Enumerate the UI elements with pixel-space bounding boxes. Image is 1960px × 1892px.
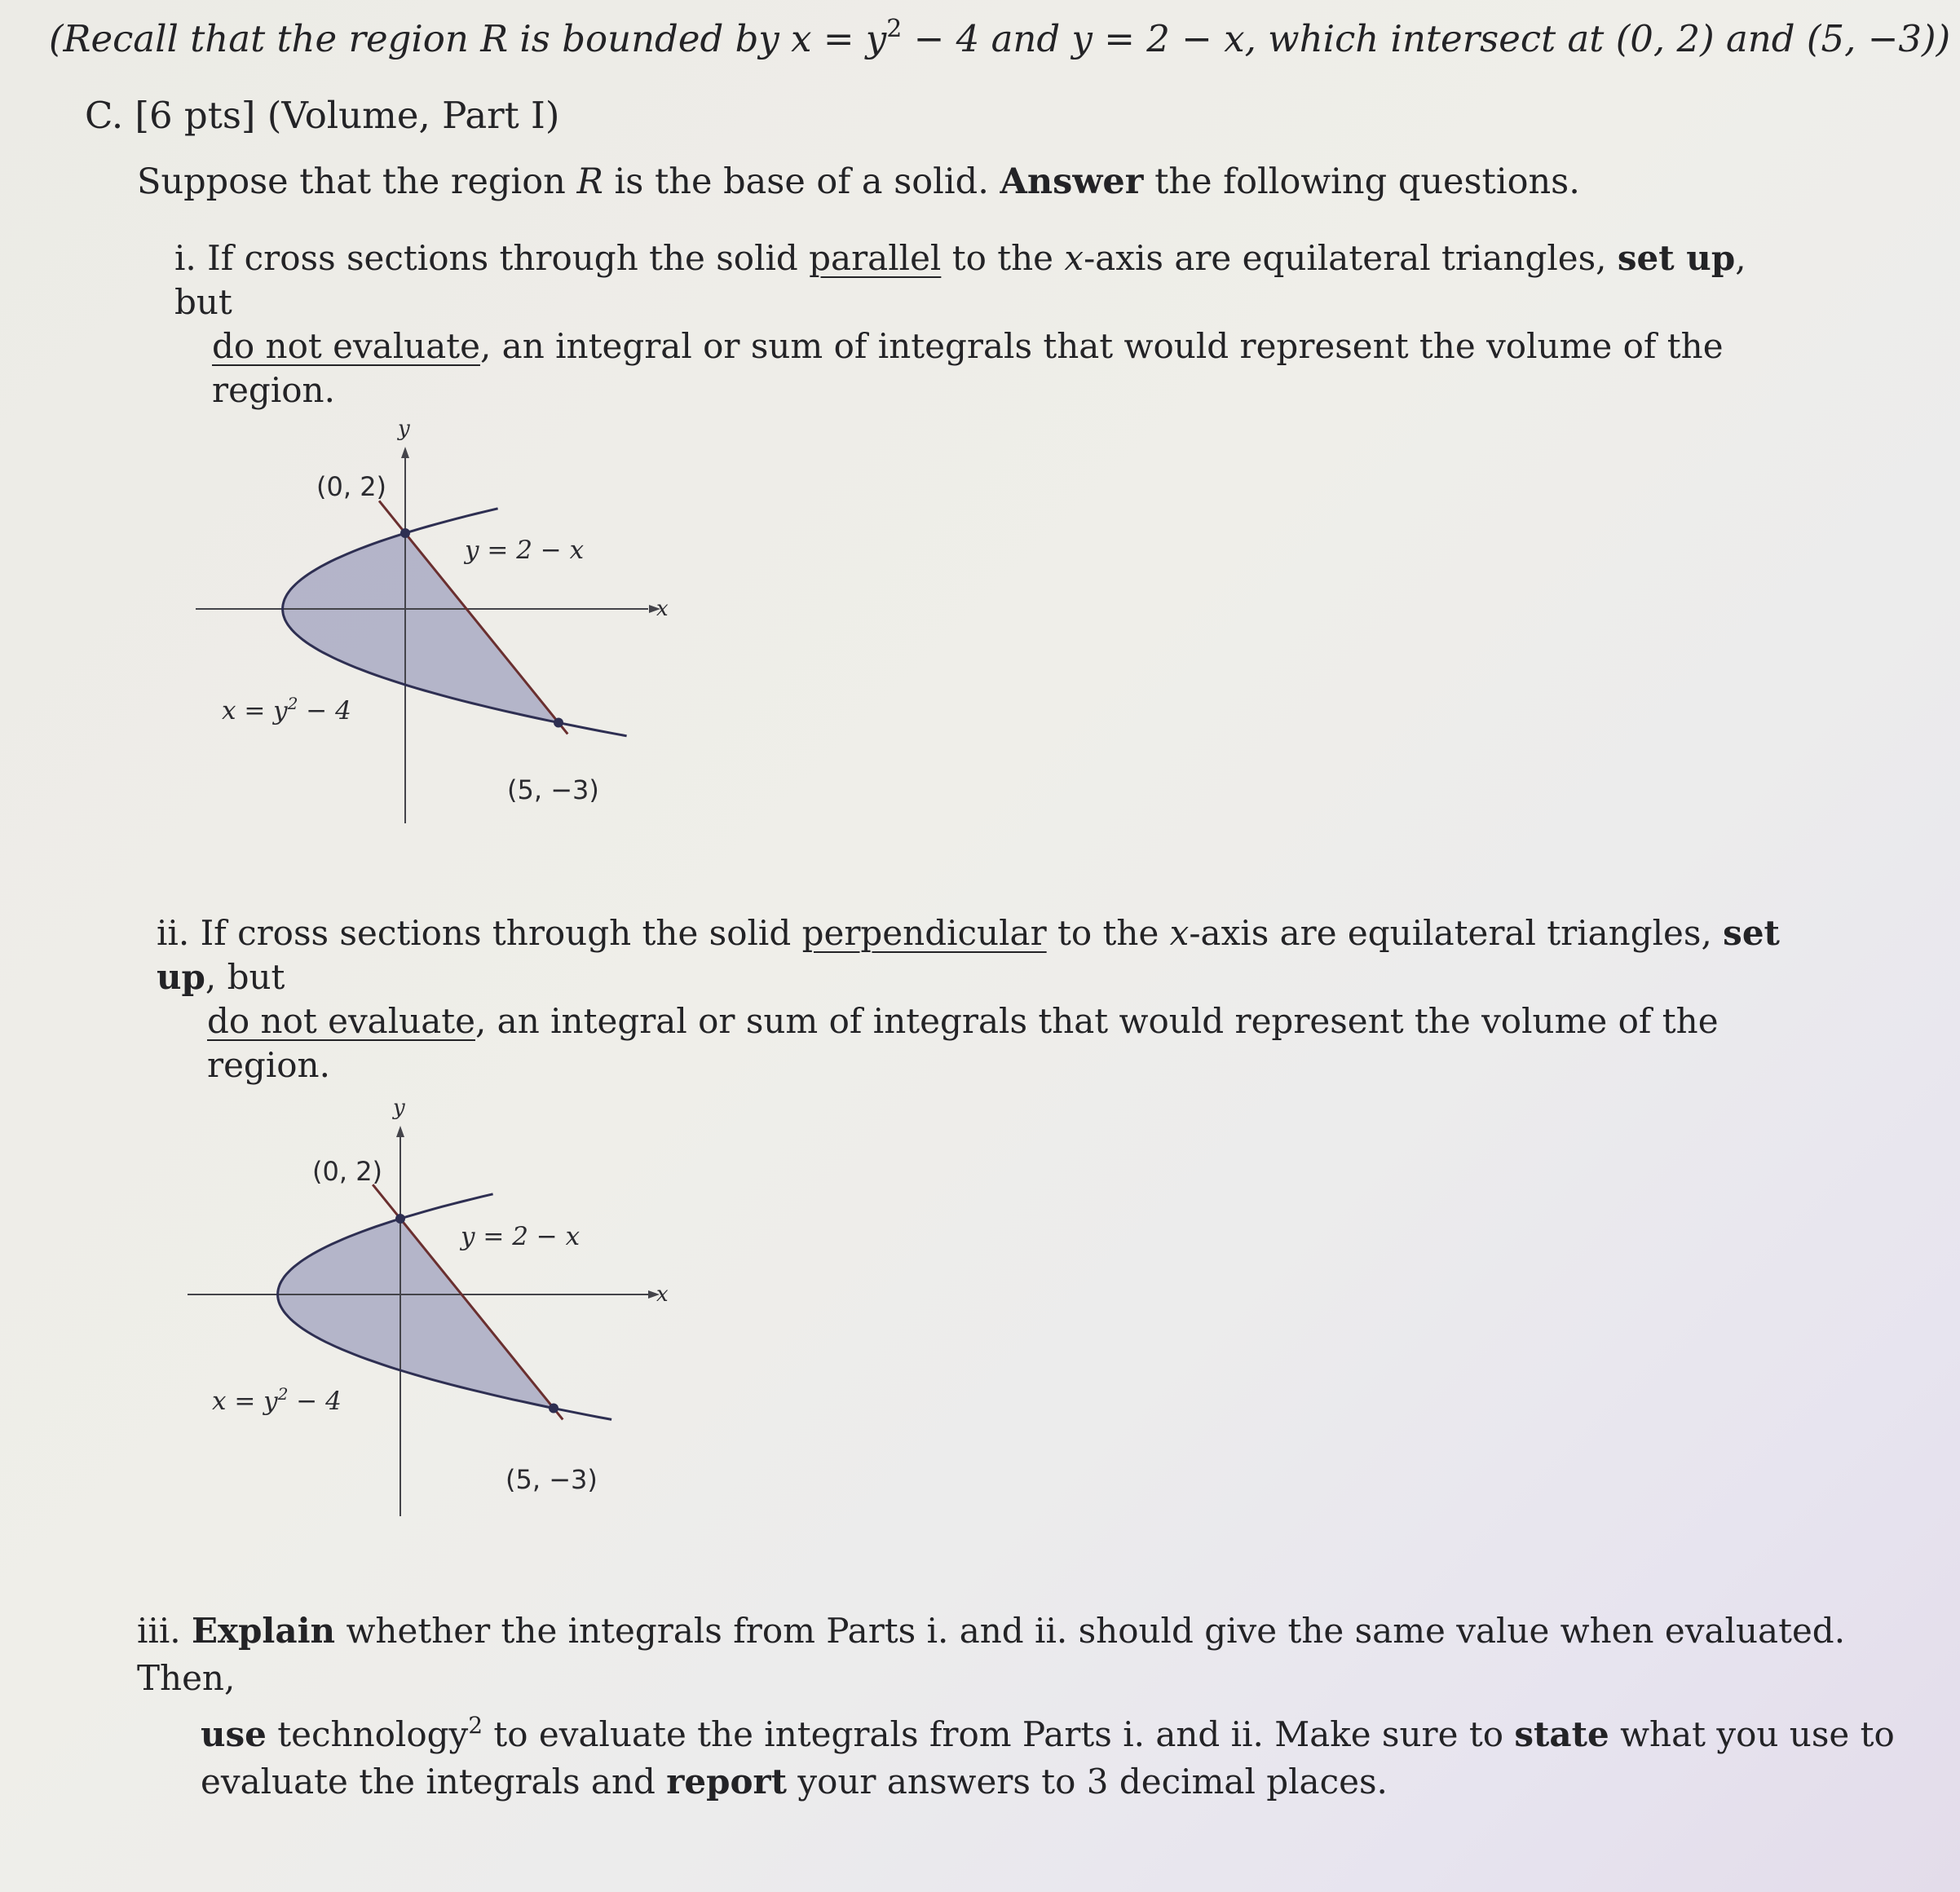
region-graph-2 bbox=[175, 1096, 681, 1524]
y-axis-label: y bbox=[393, 1096, 405, 1120]
point-top bbox=[400, 528, 410, 538]
point-bottom bbox=[549, 1404, 558, 1413]
parabola-label: $x = y^2 - 4$ bbox=[212, 1384, 342, 1416]
region-graph-1 bbox=[179, 416, 685, 831]
y-axis-label: y bbox=[398, 417, 410, 441]
point-top bbox=[395, 1214, 405, 1224]
y-axis-arrow bbox=[396, 1126, 404, 1137]
section-heading: C. [6 pts] (Volume, Part I) bbox=[85, 94, 560, 137]
line-label: y = 2 − x bbox=[465, 536, 585, 565]
line-label: y = 2 − x bbox=[461, 1222, 580, 1251]
x-axis-label: x bbox=[656, 1282, 669, 1307]
intro-text: Suppose that the region R is the base of a solid. Answer the following questions. bbox=[137, 161, 1580, 202]
point-top-label: (0, 2) bbox=[316, 471, 387, 502]
recall-note: (Recall that the region R is bounded by $x = y^2 - 4$ and y = 2 − x, which intersect at (0, 2) and (5, −3)) bbox=[49, 15, 1951, 60]
point-bottom-label: (5, −3) bbox=[505, 1464, 598, 1495]
point-top-label: (0, 2) bbox=[312, 1156, 383, 1187]
question-iii: iii. Explain whether the integrals from Parts i. and ii. should give the same value when evaluated. Then, use technology$^2$ to evaluate the integrals from Parts i. and ii. Make sure to state what you use to evaluate the integrals and report your answers to 3 decimal places. bbox=[137, 1611, 1895, 1802]
point-bottom-label: (5, −3) bbox=[507, 774, 599, 805]
parabola-label: $x = y^2 - 4$ bbox=[222, 694, 351, 725]
point-bottom bbox=[554, 718, 563, 728]
x-axis-label: x bbox=[656, 597, 669, 621]
question-ii: ii. If cross sections through the solid perpendicular to the x-axis are equilateral triangles, set up, but do not evaluate, an integral or sum of integrals that would represent the volume of the region. bbox=[157, 913, 1780, 1085]
y-axis-arrow bbox=[401, 447, 409, 458]
question-i: i. If cross sections through the solid parallel to the x-axis are equilateral triangles, set up, but do not evaluate, an integral or sum of integrals that would represent the volume of the region. bbox=[174, 238, 1746, 410]
